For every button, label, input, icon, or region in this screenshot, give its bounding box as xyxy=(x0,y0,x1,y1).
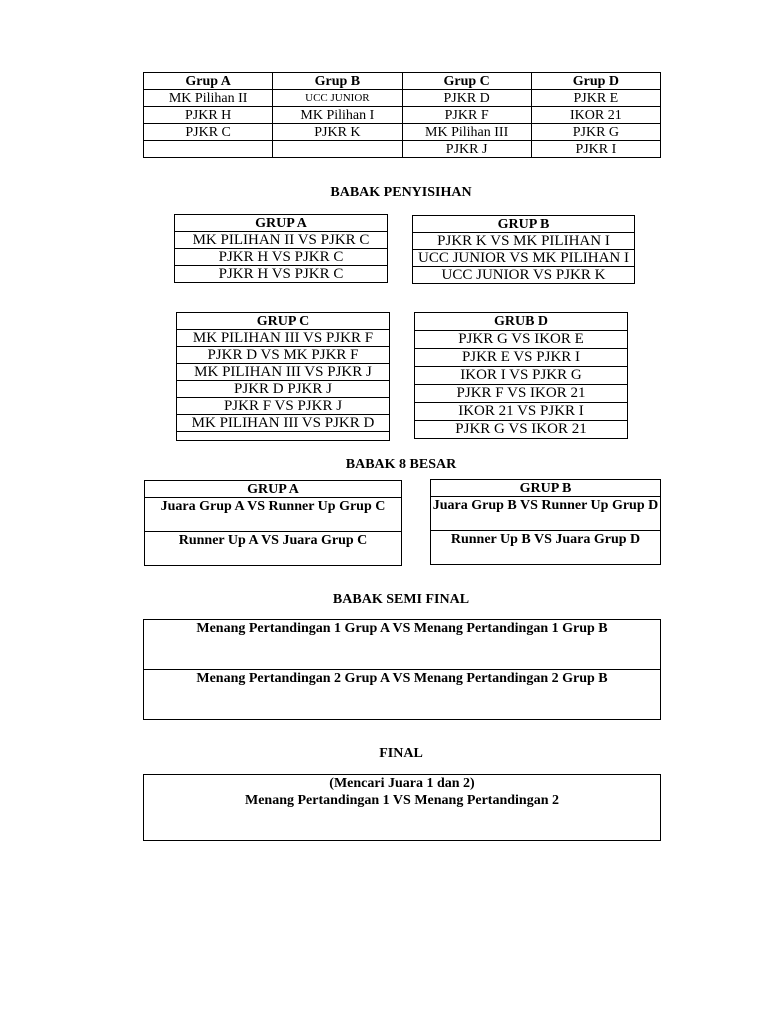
match-cell: Juara Grup A VS Runner Up Grup C xyxy=(145,498,402,532)
table-title: GRUP A xyxy=(175,215,388,232)
table-title: GRUB D xyxy=(415,313,628,331)
final-match: Menang Pertandingan 1 VS Menang Pertandingan 2 xyxy=(245,793,559,808)
penyisihan-grup-c-table xyxy=(176,312,390,441)
table-cell: PJKR D xyxy=(402,90,531,107)
match-cell: PJKR D PJKR J xyxy=(177,381,390,398)
table-cell: MK Pilihan III xyxy=(402,124,531,141)
penyisihan-grup-b-table xyxy=(412,215,635,284)
table-cell: PJKR C xyxy=(144,124,273,141)
penyisihan-grup-a-table xyxy=(174,214,388,283)
group-allocation-table xyxy=(143,72,661,158)
match-cell: MK PILIHAN III VS PJKR F xyxy=(177,330,390,347)
table-title: GRUP B xyxy=(431,480,661,497)
table-cell: PJKR K xyxy=(273,124,402,141)
semi-final-table xyxy=(143,619,661,720)
section-title-babak-8: BABAK 8 BESAR xyxy=(345,457,457,472)
column-header: Grup A xyxy=(144,73,273,90)
match-cell: IKOR 21 VS PJKR I xyxy=(415,403,628,421)
final-subtitle: (Mencari Juara 1 dan 2) xyxy=(329,776,475,791)
table-cell xyxy=(273,141,402,158)
table-title: GRUP A xyxy=(145,481,402,498)
match-cell: PJKR G VS IKOR 21 xyxy=(415,421,628,439)
table-cell: PJKR H xyxy=(144,107,273,124)
match-cell: MK PILIHAN III VS PJKR J xyxy=(177,364,390,381)
table-cell: PJKR I xyxy=(531,141,660,158)
section-title-penyisihan: BABAK PENYISIHAN xyxy=(330,185,472,200)
column-header: Grup C xyxy=(402,73,531,90)
match-cell: Runner Up B VS Juara Grup D xyxy=(431,531,661,565)
match-cell: PJKR G VS IKOR E xyxy=(415,331,628,349)
match-cell: IKOR I VS PJKR G xyxy=(415,367,628,385)
section-title-final: FINAL xyxy=(379,746,423,761)
final-match-box xyxy=(143,774,661,841)
table-title: GRUP C xyxy=(177,313,390,330)
table-cell: PJKR E xyxy=(531,90,660,107)
table-cell: PJKR F xyxy=(402,107,531,124)
table-cell: PJKR J xyxy=(402,141,531,158)
table-cell: IKOR 21 xyxy=(531,107,660,124)
table-cell: MK Pilihan II xyxy=(144,90,273,107)
match-cell: PJKR H VS PJKR C xyxy=(175,249,388,266)
table-cell xyxy=(144,141,273,158)
match-cell: MK PILIHAN II VS PJKR C xyxy=(175,232,388,249)
table-row xyxy=(144,107,661,124)
table-cell: UCC JUNIOR xyxy=(273,90,402,107)
table-header-row xyxy=(144,73,661,90)
match-cell: PJKR H VS PJKR C xyxy=(175,266,388,283)
table-row xyxy=(144,124,661,141)
match-cell: PJKR E VS PJKR I xyxy=(415,349,628,367)
match-cell: Menang Pertandingan 2 Grup A VS Menang Pertandingan 2 Grup B xyxy=(144,670,661,720)
match-cell: UCC JUNIOR VS PJKR K xyxy=(413,267,635,284)
column-header: Grup B xyxy=(273,73,402,90)
column-header: Grup D xyxy=(531,73,660,90)
match-cell: MK PILIHAN III VS PJKR D xyxy=(177,415,390,432)
match-cell: PJKR D VS MK PJKR F xyxy=(177,347,390,364)
penyisihan-grup-d-table xyxy=(414,312,628,439)
match-cell: PJKR F VS PJKR J xyxy=(177,398,390,415)
babak8-grup-a-table xyxy=(144,480,402,566)
table-cell: PJKR G xyxy=(531,124,660,141)
match-cell: Menang Pertandingan 1 Grup A VS Menang Pertandingan 1 Grup B xyxy=(144,620,661,670)
match-cell: Juara Grup B VS Runner Up Grup D xyxy=(431,497,661,531)
match-cell: Runner Up A VS Juara Grup C xyxy=(145,532,402,566)
match-cell: UCC JUNIOR VS MK PILIHAN I xyxy=(413,250,635,267)
match-cell xyxy=(177,432,390,441)
match-cell: PJKR K VS MK PILIHAN I xyxy=(413,233,635,250)
table-cell: MK Pilihan I xyxy=(273,107,402,124)
table-title: GRUP B xyxy=(413,216,635,233)
table-row xyxy=(144,90,661,107)
match-cell: PJKR F VS IKOR 21 xyxy=(415,385,628,403)
babak8-grup-b-table xyxy=(430,479,661,565)
section-title-semi-final: BABAK SEMI FINAL xyxy=(332,592,470,607)
table-row xyxy=(144,141,661,158)
